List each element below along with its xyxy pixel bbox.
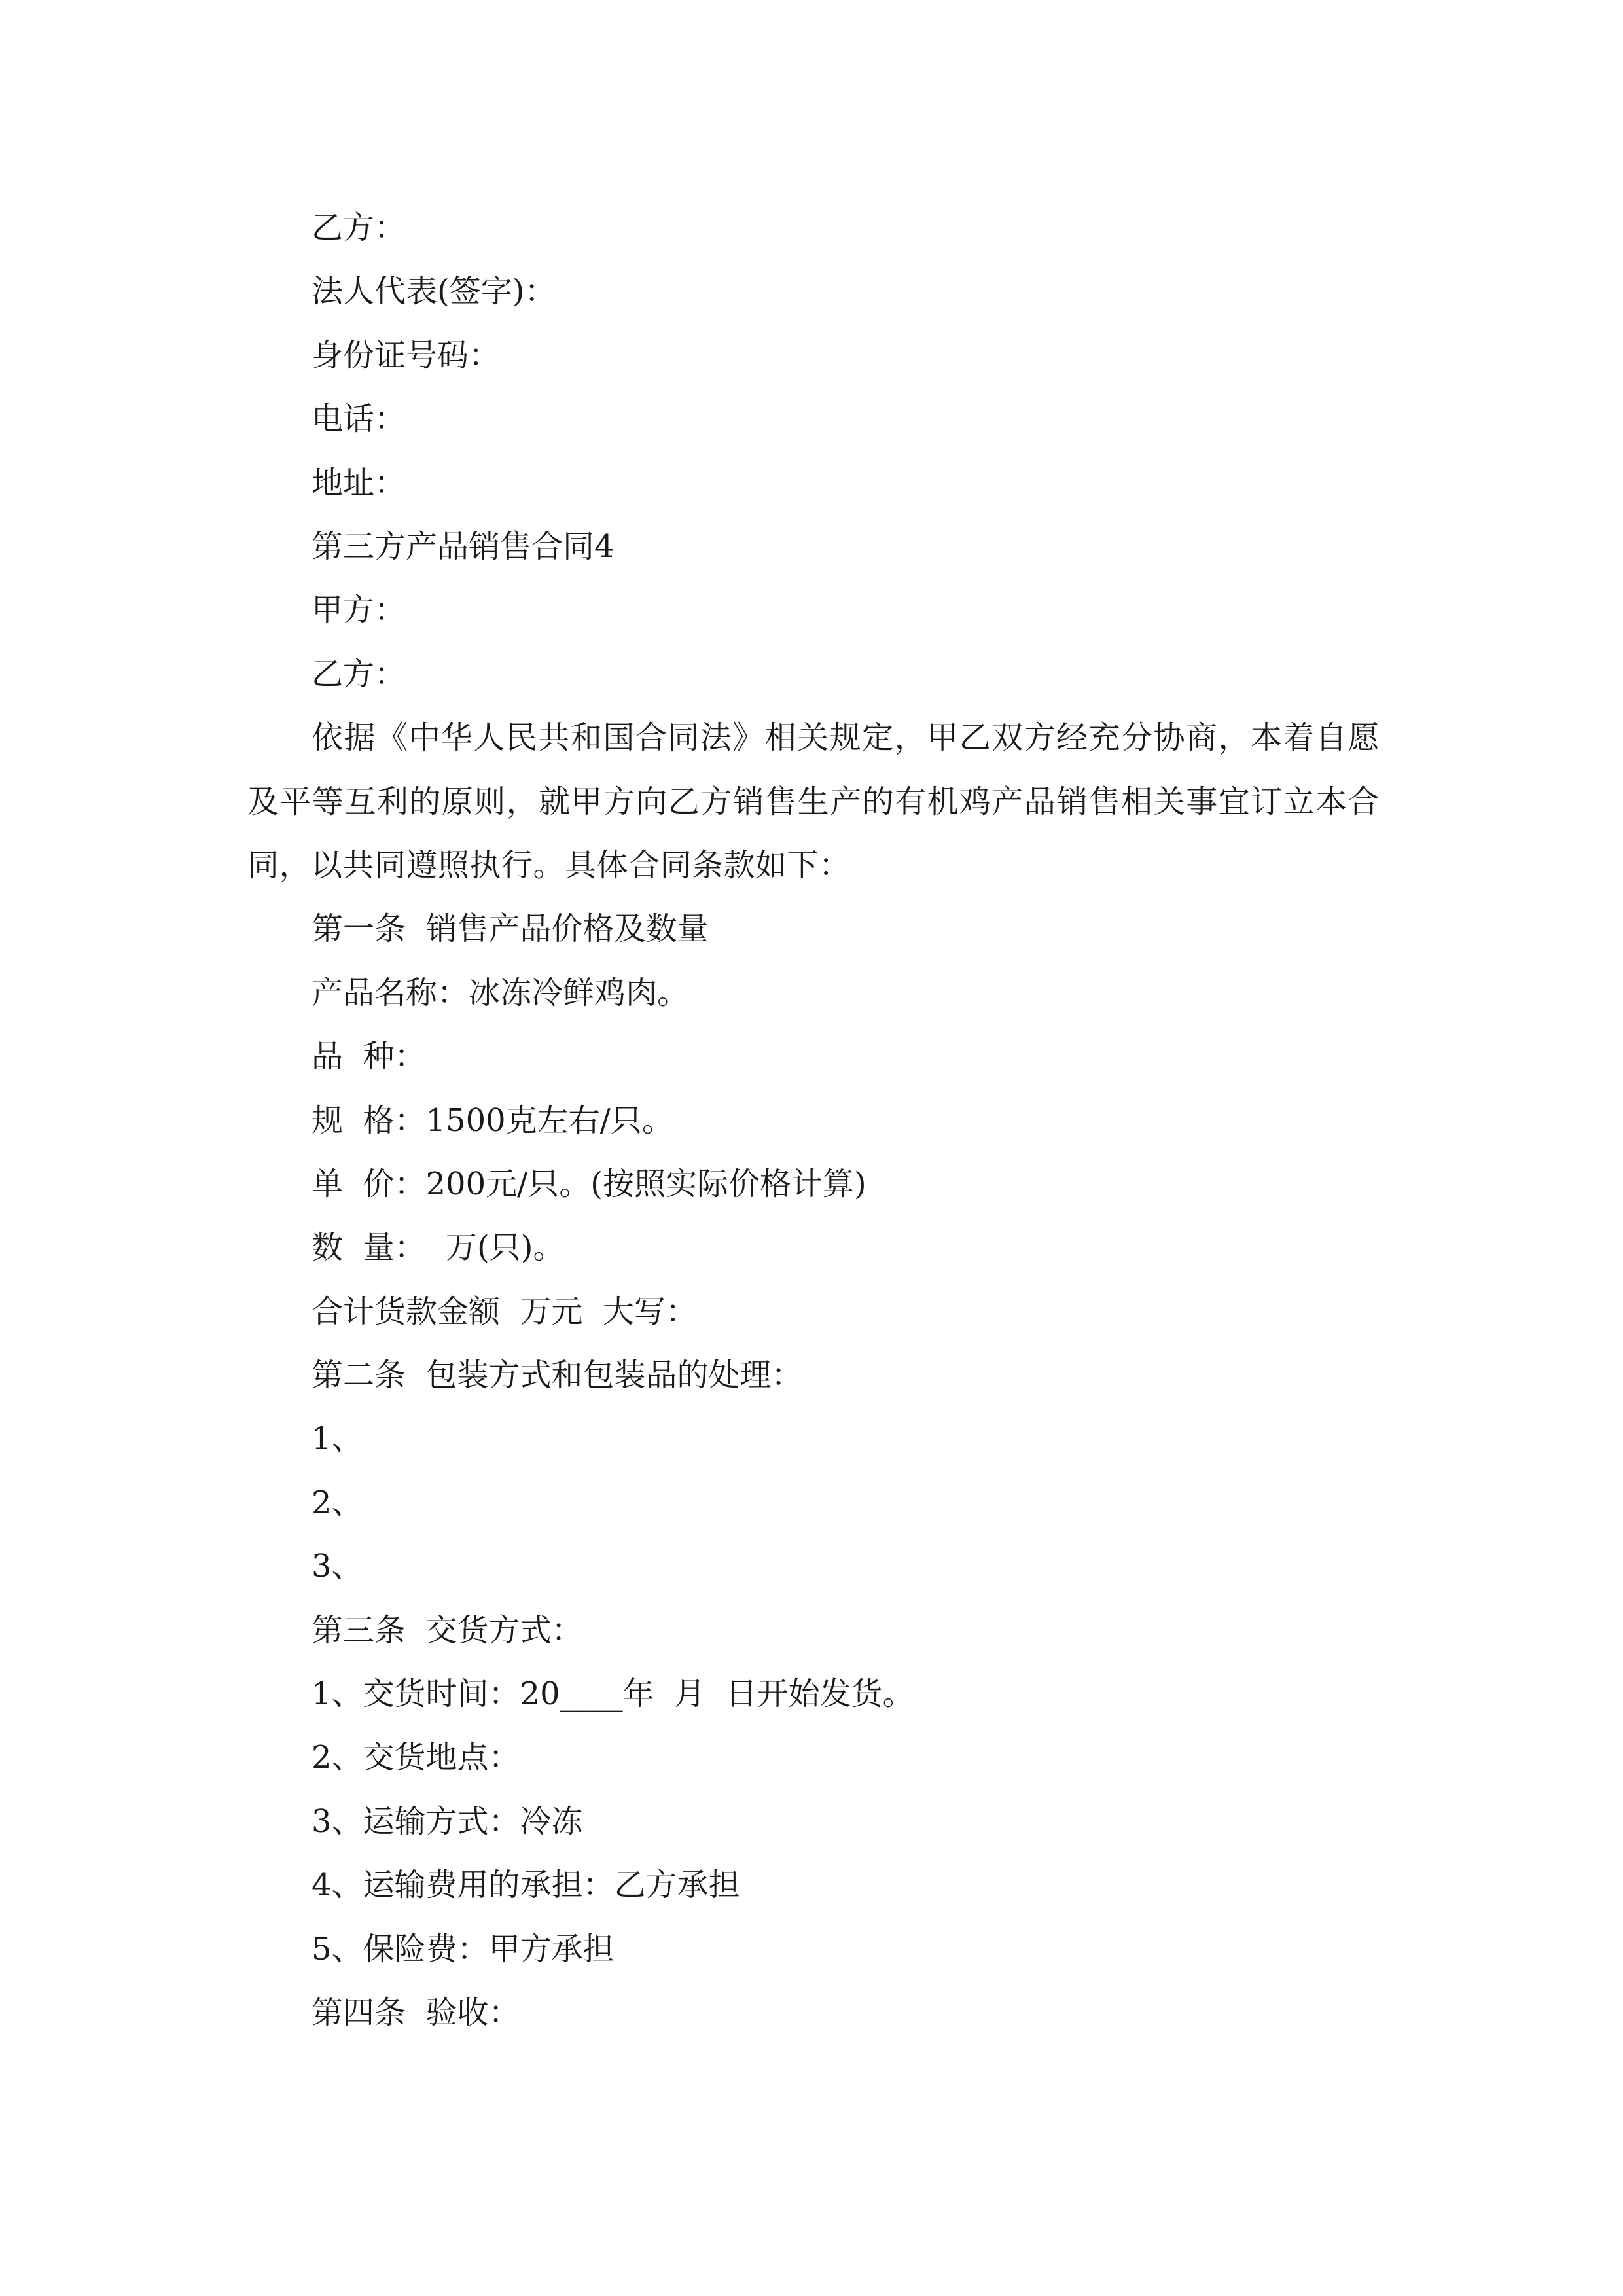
list-item: 2、 xyxy=(312,1484,363,1521)
text-line: 规 格：1500克左右/只。 xyxy=(312,1102,673,1139)
text-line: 甲方： xyxy=(312,592,406,629)
article-heading: 第四条 验收： xyxy=(312,1994,520,2031)
text-line: 单 价：200元/只。(按照实际价格计算) xyxy=(312,1165,866,1202)
text-line: 乙方： xyxy=(312,209,406,246)
contract-title: 第三方产品销售合同4 xyxy=(312,528,615,565)
list-item: 1、交货时间：20____年 月 日开始发货。 xyxy=(312,1676,914,1713)
text-line: 数 量： 万(只)。 xyxy=(312,1229,565,1266)
list-item: 3、运输方式：冷冻 xyxy=(312,1803,583,1840)
list-item: 3、 xyxy=(312,1548,363,1585)
text-line: 法人代表(签字)： xyxy=(312,273,556,310)
list-item: 1、 xyxy=(312,1420,363,1458)
list-item: 4、运输费用的承担：乙方承担 xyxy=(312,1867,740,1904)
list-item: 5、保险费：甲方承担 xyxy=(312,1930,615,1967)
text-line: 身份证号码： xyxy=(312,336,501,374)
text-line: 品 种： xyxy=(312,1038,426,1075)
preamble-paragraph: 依据《中华人民共和国合同法》相关规定，甲乙双方经充分协商，本着自愿及平等互利的原则，就甲方向乙方销售生产的有机鸡产品销售相关事宜订立本合同，以共同遵照执行。具体合同条款如下： xyxy=(247,719,1380,884)
text-line: 乙方： xyxy=(312,655,406,692)
document-body xyxy=(247,196,1380,2045)
text-line: 合计货款金额 万元 大写： xyxy=(312,1293,698,1330)
article-heading: 第三条 交货方式： xyxy=(312,1611,583,1649)
text-line: 电话： xyxy=(312,401,406,438)
text-line: 产品名称：冰冻冷鲜鸡肉。 xyxy=(312,974,689,1011)
article-heading: 第二条 包装方式和包装品的处理： xyxy=(312,1357,803,1394)
list-item: 2、交货地点： xyxy=(312,1739,520,1776)
article-heading: 第一条 销售产品价格及数量 xyxy=(312,910,709,948)
text-line: 地址： xyxy=(312,464,406,501)
